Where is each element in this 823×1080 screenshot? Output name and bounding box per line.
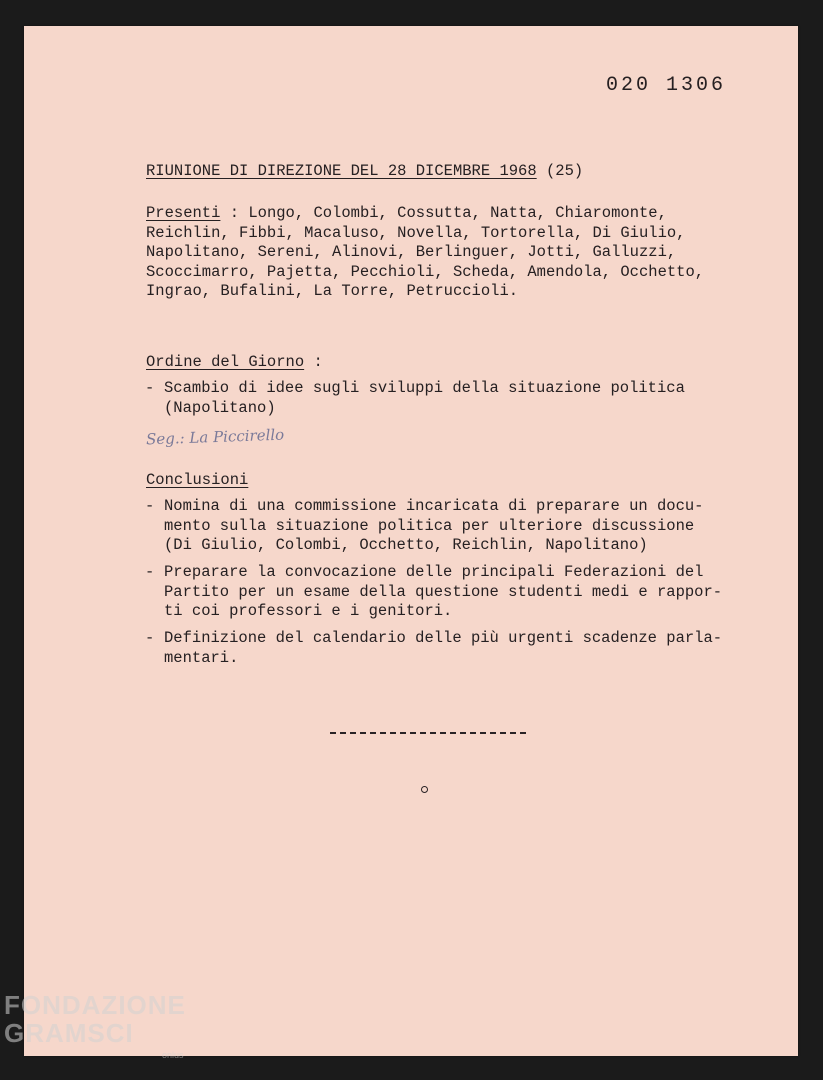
ordine-heading — [146, 353, 323, 373]
document-number: 020 1306 — [605, 74, 726, 97]
watermark-line-2: GRAMSCI — [4, 1018, 134, 1048]
presenti-label: Presenti — [146, 204, 221, 222]
presenti-line-5: Ingrao, Bufalini, La Torre, Petruccioli. — [146, 282, 519, 300]
item-line: mentari. — [164, 648, 239, 667]
ordine-item-line-1: Scambio di idee sugli sviluppi della situazione politica — [164, 379, 685, 397]
document-title — [146, 162, 583, 182]
conclusioni-item-2 — [145, 563, 704, 583]
conclusioni-item-3-cont — [145, 649, 238, 669]
document-page — [24, 26, 798, 1056]
watermark-suffix: onlus — [162, 1050, 184, 1060]
ordine-item-cont — [145, 399, 276, 419]
item-line: Partito per un esame della questione studenti medi e rappor- — [164, 582, 723, 601]
title-suffix: (25) — [545, 162, 584, 180]
conclusioni-item-2-cont2 — [145, 602, 452, 622]
bullet: - — [145, 379, 155, 397]
title-text: RIUNIONE DI DIREZIONE DEL 28 DICEMBRE 1968 — [146, 162, 537, 180]
presenti-line-4: Scoccimarro, Pajetta, Pecchioli, Scheda, Amendola, Occhetto, — [146, 262, 705, 281]
conclusioni-heading-text: Conclusioni — [146, 471, 249, 489]
item-line: ti coi professori e i genitori. — [164, 602, 453, 620]
presenti-line-3: Napolitano, Sereni, Alinovi, Berlinguer, Jotti, Galluzzi, — [146, 243, 677, 261]
watermark-line-1: FONDAZIONE — [4, 990, 186, 1020]
conclusioni-item-1-cont — [145, 517, 694, 537]
conclusioni-item-1-cont2 — [145, 536, 648, 556]
dashed-separator — [330, 732, 526, 734]
conclusioni-heading — [146, 471, 248, 491]
presenti-line-2: Reichlin, Fibbi, Macaluso, Novella, Tortorella, Di Giulio, — [146, 223, 686, 242]
bullet: - — [145, 497, 155, 515]
item-line: (Di Giulio, Colombi, Occhetto, Reichlin, Napolitano) — [164, 536, 648, 554]
presenti-line-1 — [146, 204, 667, 224]
ordine-item-line-2: (Napolitano) — [164, 398, 276, 417]
bullet: - — [145, 563, 155, 581]
small-circle-mark — [421, 786, 428, 793]
item-line: Definizione del calendario delle più urgenti scadenze parla- — [164, 629, 723, 647]
ordine-heading-text: Ordine del Giorno — [146, 353, 305, 371]
conclusioni-item-1 — [145, 497, 704, 517]
ordine-colon: : — [313, 353, 323, 371]
item-line: Preparare la convocazione delle principali Federazioni del — [164, 563, 704, 581]
bullet: - — [145, 629, 155, 647]
presenti-names-1: : Longo, Colombi, Cossutta, Natta, Chiaromonte, — [229, 204, 667, 222]
conclusioni-item-3 — [145, 629, 722, 649]
conclusioni-item-2-cont — [145, 583, 722, 603]
item-line: Nomina di una commissione incaricata di preparare un docu- — [164, 497, 704, 515]
item-line: mento sulla situazione politica per ulteriore discussione — [164, 516, 695, 535]
ordine-item — [145, 379, 685, 399]
handwritten-note: Seg.: La Piccirello — [145, 425, 285, 449]
